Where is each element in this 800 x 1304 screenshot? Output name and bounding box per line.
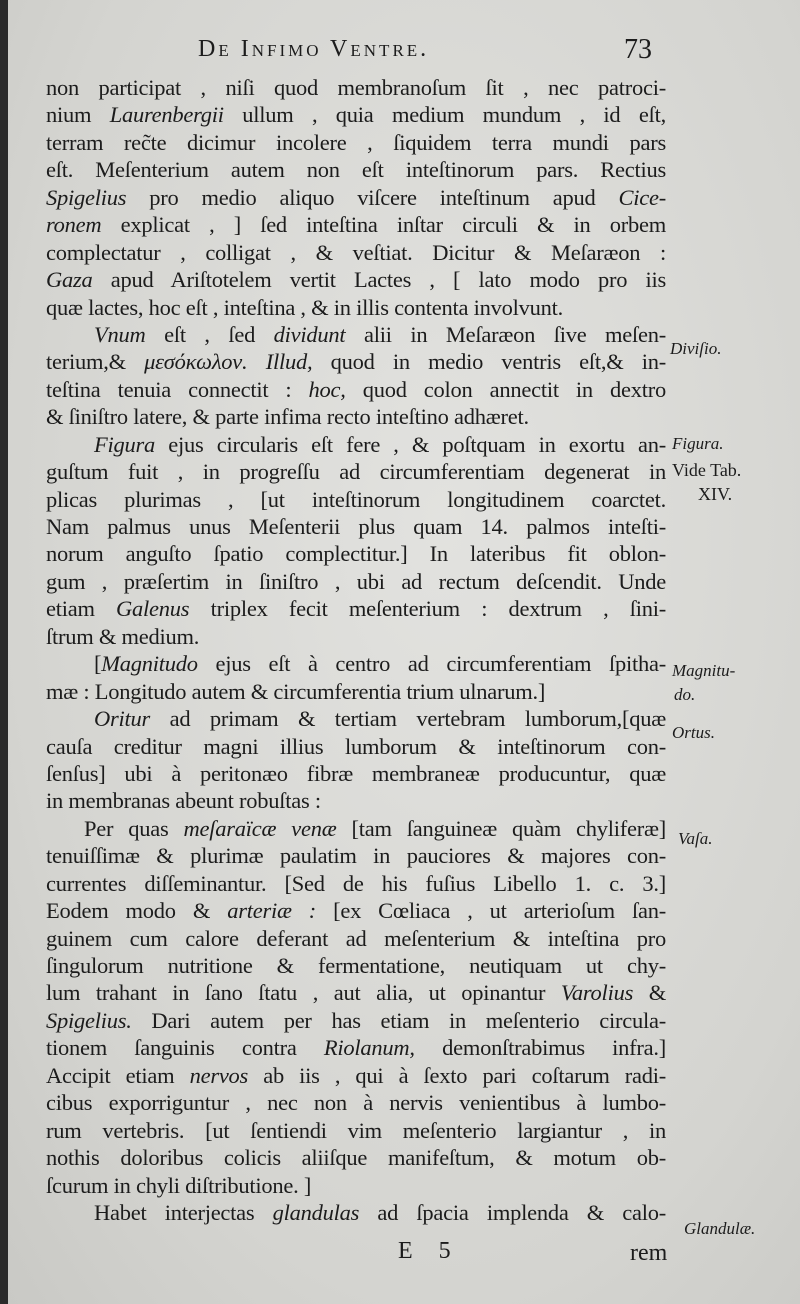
text-line bbox=[46, 184, 666, 211]
page-footer bbox=[8, 1236, 800, 1276]
italic-text: μεσόκωλον. bbox=[144, 349, 248, 375]
text-segment: guinem cum calore deferant ad meſenterium & inteſtina pro bbox=[46, 925, 666, 951]
text-segment: [ex Cœliaca , ut arterioſum ſan- bbox=[316, 898, 666, 924]
text-segment: ad ſpacia implenda & calo- bbox=[359, 1199, 666, 1225]
text-line bbox=[46, 815, 666, 842]
text-segment: plicas plurimas , [ut inteſtinorum longitudinem coarctet. bbox=[46, 486, 666, 512]
text-segment: ſcurum in chyli diſtributione. ] bbox=[46, 1172, 312, 1198]
text-segment: demonſtrabimus infra.] bbox=[414, 1035, 666, 1061]
text-segment: ullum , quia medium mundum , id eſt, bbox=[223, 102, 666, 128]
italic-text: Spigelius. bbox=[46, 1007, 132, 1033]
text-segment: Accipit etiam bbox=[46, 1062, 190, 1088]
italic-text: meſaraïcæ venæ bbox=[183, 815, 337, 841]
text-segment: nium bbox=[46, 102, 110, 128]
text-segment: [ bbox=[94, 651, 102, 677]
text-segment: triplex fecit meſenterium : dextrum , ſini- bbox=[189, 596, 666, 622]
text-segment: lum trahant in ſano ſtatu , aut alia, ut opinantur bbox=[46, 980, 561, 1006]
text-segment: quæ lactes, hoc eſt , inteſtina , & in illis contenta involvunt. bbox=[46, 294, 564, 320]
text-line bbox=[46, 1199, 666, 1226]
text-segment: tenuiſſimæ & plurimæ paulatim in pauciores & majores con- bbox=[46, 843, 666, 869]
italic-text: dividunt bbox=[273, 321, 346, 347]
text-line bbox=[46, 678, 666, 705]
italic-text: Figura bbox=[94, 431, 156, 457]
text-segment: ſingulorum nutritione & fermentatione, neutiquam ut chy- bbox=[46, 953, 666, 978]
text-segment: terium,& bbox=[46, 349, 145, 375]
text-line bbox=[46, 211, 666, 238]
text-segment: mæ : Longitudo autem & circumferentia trium ulnarum.] bbox=[46, 678, 546, 704]
text-line bbox=[46, 925, 666, 952]
text-line bbox=[46, 156, 666, 183]
book-page bbox=[8, 0, 800, 1304]
text-line bbox=[46, 870, 666, 897]
text-segment: [tam ſanguineæ quàm chyliferæ] bbox=[336, 815, 666, 841]
text-segment: rum vertebris. [ut ſentiendi vim meſenterio largiantur , in bbox=[46, 1117, 666, 1143]
text-segment: cauſa creditur magni illius lumborum & inteſtinorum con- bbox=[46, 733, 666, 759]
italic-text: ronem bbox=[46, 212, 102, 238]
text-line bbox=[46, 129, 666, 156]
text-line bbox=[46, 348, 666, 375]
text-line bbox=[46, 1062, 666, 1089]
text-line bbox=[46, 1007, 666, 1034]
text-line bbox=[46, 540, 666, 567]
text-segment: ſenſus] ubi à peritonæo fibræ membraneæ producuntur, quæ bbox=[46, 760, 666, 786]
text-segment: teſtina tenuia connectit : bbox=[46, 376, 309, 402]
text-line bbox=[46, 842, 666, 869]
catchword: rem bbox=[630, 1240, 668, 1266]
italic-text: hoc, bbox=[308, 376, 346, 402]
text-segment: alii in Meſaræon ſive meſen- bbox=[345, 321, 666, 347]
text-line bbox=[46, 1144, 666, 1171]
text-line bbox=[46, 513, 666, 540]
text-line bbox=[46, 1172, 666, 1199]
text-segment: & bbox=[633, 980, 666, 1006]
text-line bbox=[46, 705, 666, 732]
text-segment: ejus eſt à centro ad circumferentiam ſpitha- bbox=[197, 651, 666, 677]
text-segment: in membranas abeunt robuſtas : bbox=[46, 788, 321, 814]
text-segment: nothis doloribus colicis aliiſque manifeſtum, & motum ob- bbox=[46, 1145, 666, 1171]
text-segment: Habet interjectas bbox=[94, 1199, 273, 1225]
text-segment: ejus circularis eſt fere , & poſtquam in exortu an- bbox=[155, 431, 666, 457]
text-segment: tionem ſanguinis contra bbox=[46, 1035, 324, 1061]
text-line bbox=[46, 294, 666, 321]
text-line bbox=[46, 74, 666, 101]
italic-text: Vnum bbox=[94, 321, 146, 347]
text-line bbox=[46, 952, 666, 979]
italic-text: Varolius bbox=[560, 980, 634, 1006]
text-line bbox=[46, 239, 666, 266]
text-line bbox=[46, 431, 666, 458]
text-line bbox=[46, 101, 666, 128]
text-segment: guſtum fuit , in progreſſu ad circumferentiam degenerat in bbox=[46, 459, 666, 485]
text-line bbox=[46, 376, 666, 403]
text-segment: & ſiniſtro latere, & parte infima recto inteſtino adhæret. bbox=[46, 404, 529, 430]
text-segment: Eodem modo & bbox=[46, 898, 228, 924]
text-segment: ab iis , qui à ſexto pari coſtarum radi- bbox=[248, 1062, 666, 1088]
text-segment: ad primam & tertiam vertebram lumborum,[quæ bbox=[150, 706, 666, 732]
text-line bbox=[46, 897, 666, 924]
text-segment: non participat , niſi quod membranoſum ſit , nec patroci- bbox=[46, 75, 666, 100]
text-segment: etiam bbox=[46, 596, 117, 622]
italic-text: nervos bbox=[189, 1062, 249, 1088]
margin-note: Vide Tab. bbox=[672, 460, 742, 480]
text-line bbox=[46, 1034, 666, 1061]
text-line bbox=[46, 979, 666, 1006]
margin-note: do. bbox=[674, 685, 696, 704]
page-number: 73 bbox=[624, 34, 652, 65]
text-line bbox=[46, 760, 666, 787]
text-segment: currentes diſſeminantur. [Sed de his fuſius Libello 1. c. 3.] bbox=[46, 870, 666, 896]
text-segment: pro medio aliquo viſcere inteſtinum apud bbox=[126, 184, 619, 210]
margin-note: Magnitu- bbox=[672, 661, 736, 680]
text-line bbox=[46, 1089, 666, 1116]
text-line bbox=[46, 403, 666, 430]
text-line bbox=[46, 568, 666, 595]
italic-text: Laurenbergii bbox=[109, 102, 224, 128]
text-segment: eſt , ſed bbox=[145, 321, 274, 347]
running-head: De Infimo Ventre. bbox=[198, 36, 430, 62]
text-line bbox=[46, 1117, 666, 1144]
italic-text: Spigelius bbox=[46, 184, 127, 210]
text-line bbox=[46, 321, 666, 348]
text-segment: eſt. Meſenterium autem non eſt inteſtinorum pars. Rectius bbox=[46, 157, 666, 183]
text-line bbox=[46, 266, 666, 293]
italic-text: arteriæ : bbox=[227, 898, 317, 924]
text-segment: apud Ariſtotelem vertit Lactes , [ lato modo pro iis bbox=[92, 267, 666, 293]
text-line bbox=[46, 623, 666, 650]
margin-note: Vaſa. bbox=[678, 829, 713, 848]
margin-note: Ortus. bbox=[672, 723, 715, 742]
text-segment: complectatur , colligat , & veſtiat. Dicitur & Meſaræon : bbox=[46, 239, 666, 265]
text-segment: Nam palmus unus Meſenterii plus quam 14. palmos inteſti- bbox=[46, 514, 666, 539]
margin-note: Diviſio. bbox=[670, 339, 722, 358]
text-segment: norum anguſto ſpatio complectitur.] In lateribus fit oblon- bbox=[46, 541, 666, 567]
text-line bbox=[46, 787, 666, 814]
text-segment bbox=[247, 349, 265, 374]
main-text-block bbox=[46, 74, 666, 1226]
text-segment: Dari autem per has etiam in meſenterio circula- bbox=[131, 1007, 666, 1033]
italic-text: Oritur bbox=[94, 706, 151, 732]
italic-text: Cice- bbox=[618, 184, 666, 210]
italic-text: Illud, bbox=[265, 349, 313, 375]
margin-note: Figura. bbox=[672, 434, 724, 453]
text-line bbox=[46, 595, 666, 622]
italic-text: Riolanum, bbox=[323, 1035, 415, 1061]
text-segment: cibus exporriguntur , nec non à nervis venientibus à lumbo- bbox=[46, 1090, 666, 1116]
text-segment: ſtrum & medium. bbox=[46, 623, 200, 649]
text-line bbox=[46, 733, 666, 760]
text-line bbox=[46, 650, 666, 677]
margin-note: Glandulæ. bbox=[684, 1219, 756, 1238]
text-segment: quod colon annectit in dextro bbox=[345, 376, 666, 402]
italic-text: Magnitudo bbox=[101, 651, 198, 677]
text-segment: Per quas bbox=[84, 815, 184, 841]
italic-text: glandulas bbox=[272, 1199, 360, 1225]
text-line bbox=[46, 458, 666, 485]
text-segment: gum , præſertim in ſiniſtro , ubi ad rectum deſcendit. Unde bbox=[46, 568, 666, 594]
margin-notes bbox=[670, 0, 800, 1304]
text-line bbox=[46, 486, 666, 513]
signature-mark: E 5 bbox=[398, 1238, 461, 1264]
italic-text: Galenus bbox=[116, 596, 190, 622]
margin-note: XIV. bbox=[698, 484, 733, 504]
text-segment: terram rec̃te dicimur incolere , ſiquidem terra mundi pars bbox=[46, 129, 666, 155]
text-segment: explicat , ] ſed inteſtina inſtar circuli & in orbem bbox=[101, 212, 666, 238]
italic-text: Gaza bbox=[46, 267, 93, 293]
text-segment: quod in medio ventris eſt,& in- bbox=[312, 349, 666, 375]
